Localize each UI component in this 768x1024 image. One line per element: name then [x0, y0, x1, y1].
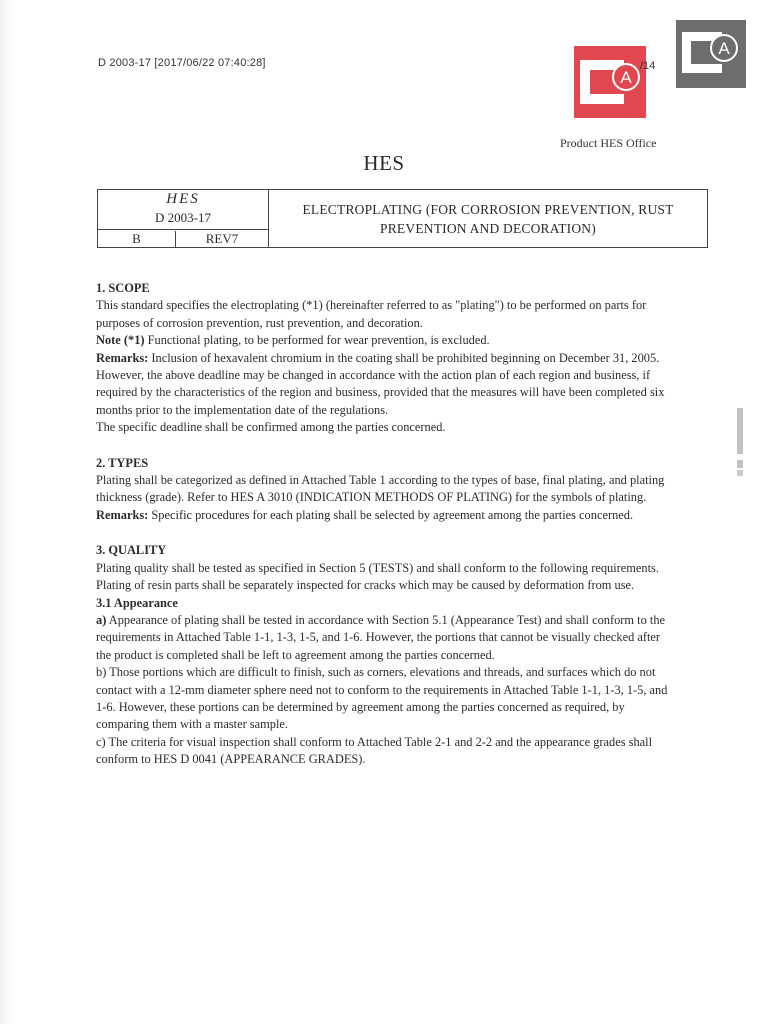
title-block-hes: HES [166, 191, 200, 207]
note-text: Functional plating, to be performed for wear prevention, is excluded. [144, 333, 490, 348]
item-a-label: a) [96, 612, 107, 627]
title-block-b: B [98, 231, 176, 248]
page-title: HES [363, 151, 405, 175]
note-label: Note (*1) [96, 333, 145, 348]
title-block-table [97, 189, 708, 248]
scope-final-paragraph: The specific deadline shall be confirmed among the parties concerned. [96, 420, 446, 435]
page-number: /14 [640, 60, 656, 72]
quality-paragraph: Plating quality shall be tested as specified in Section 5 (TESTS) and shall conform to the following requirements. Plating of resin parts shall be separately inspected for cracks which may be caused by deformation from use. [96, 560, 659, 593]
subject-line-2: PREVENTION AND DECORATION) [380, 220, 596, 236]
subsection-heading-appearance: 3.1 Appearance [96, 595, 178, 610]
title-block-subject [269, 190, 707, 247]
item-a-text: Appearance of plating shall be tested in accordance with Section 5.1 (Appearance Test) and shall conform to the requirements in Attached Table 1-1, 1-3, 1-5, and 1-6. However, the portions that cannot be visually checked after the product is completed shall be left to agreement among the parties concerned. [96, 612, 666, 662]
section-heading-types: 2. TYPES [96, 455, 149, 470]
section-heading-scope: 1. SCOPE [96, 281, 150, 295]
title-block-revision-row [98, 229, 268, 248]
scope-remarks [96, 350, 676, 420]
title-block-id-cell [98, 190, 269, 247]
types-remarks-label: Remarks: [96, 507, 149, 522]
red-stamp-letter: A [620, 68, 632, 87]
appearance-item-a [96, 612, 676, 664]
scope-paragraph: This standard specifies the electroplating (*1) (hereinafter referred to as "plating") to be performed on parts for purposes of corrosion prevention, rust prevention, and decoration. [96, 298, 647, 330]
types-remarks-text: Specific procedures for each plating shall be selected by agreement among the parties concerned. [148, 507, 634, 522]
subject-line-1: ELECTROPLATING (FOR CORROSION PREVENTION, RUST [302, 201, 674, 217]
remarks-label: Remarks: [96, 350, 149, 365]
remarks-text: Inclusion of hexavalent chromium in the coating shall be prohibited beginning on December 31, 2005. However, the above deadline may be changed in accordance with the action plan of each region and business, if required by the characteristics of the region and business, provided that the measures will have been completed six months prior to the implementation date of the regulations. [96, 350, 665, 417]
office-label: Product HES Office [560, 136, 657, 150]
document-body [96, 280, 676, 769]
margin-scan-mark-icon [736, 408, 744, 478]
title-block-code: D 2003-17 [155, 210, 211, 225]
types-remarks [96, 507, 676, 524]
scope-note [96, 332, 676, 349]
document-code-timestamp: D 2003-17 [2017/06/22 07:40:28] [98, 57, 266, 69]
title-block-rev: REV7 [205, 231, 239, 246]
gray-stamp-letter: A [718, 39, 730, 58]
gray-approval-stamp-icon [676, 20, 746, 88]
red-approval-stamp-icon [574, 46, 646, 118]
section-heading-quality: 3. QUALITY [96, 543, 167, 558]
appearance-item-c: c) The criteria for visual inspection shall conform to Attached Table 2-1 and 2-2 and the appearance grades shall conform to HES D 0041 (APPEARANCE GRADES). [96, 734, 653, 767]
appearance-item-b: b) Those portions which are difficult to finish, such as corners, elevations and threads, and surfaces which do not contact with a 12-mm diameter sphere need not to conform to the requirements in Attached Table 1-1, 1-3, 1-5, and 1-6. However, these portions can be determined by agreement among the parties concerned as required, by comparing them with a master sample. [96, 665, 668, 732]
types-paragraph: Plating shall be categorized as defined in Attached Table 1 according to the types of base, final plating, and plating thickness (grade). Refer to HES A 3010 (INDICATION METHODS OF PLATING) for the symbols of plating. [96, 473, 665, 505]
